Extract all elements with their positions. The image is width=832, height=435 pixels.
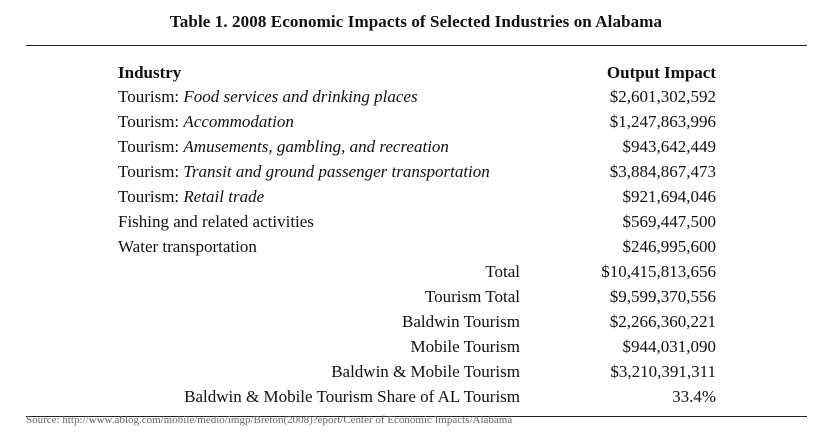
summary-row-baldwin-mobile-tourism: [118, 360, 716, 384]
table-title: Table 1. 2008 Economic Impacts of Selected Industries on Alabama: [169, 12, 663, 31]
industry-detail: Retail trade: [183, 187, 265, 206]
summary-row-baldwin-tourism: [118, 310, 716, 334]
table-row: [118, 135, 716, 159]
summary-value: $3,210,391,311: [610, 362, 716, 381]
output-impact-value: $943,642,449: [622, 137, 716, 156]
industry-detail: Accommodation: [183, 112, 294, 131]
output-impact-value: $1,247,863,996: [609, 112, 716, 131]
industry-name: Fishing and related activities: [118, 212, 314, 231]
industry-detail: Amusements, gambling, and recreation: [183, 137, 449, 156]
output-impact-value: $921,694,046: [622, 187, 716, 206]
table-row: [118, 210, 716, 234]
industry-name: Tourism: Retail trade: [118, 187, 265, 206]
summary-value: 33.4%: [672, 387, 716, 406]
table-header-row: [118, 61, 716, 85]
summary-row-total: [118, 260, 716, 284]
top-rule: [26, 45, 807, 46]
industry-name: Tourism: Amusements, gambling, and recreation: [118, 137, 449, 156]
summary-label: Baldwin & Mobile Tourism: [331, 362, 520, 381]
table-row: [118, 235, 716, 259]
summary-row-mobile-tourism: [118, 335, 716, 359]
summary-label: Baldwin & Mobile Tourism Share of AL Tourism: [184, 387, 520, 406]
industry-name: Tourism: Transit and ground passenger transportation: [118, 162, 490, 181]
output-impact-value: $569,447,500: [622, 212, 716, 231]
table-row: [118, 185, 716, 209]
industry-name: Tourism: Accommodation: [118, 112, 294, 131]
summary-value: $9,599,370,556: [609, 287, 716, 306]
industry-name: Water transportation: [118, 237, 257, 256]
output-impact-value: $3,884,867,473: [609, 162, 716, 181]
table-row: [118, 85, 716, 109]
summary-value: $10,415,813,656: [601, 262, 716, 281]
industry-detail: Food services and drinking places: [183, 87, 418, 106]
summary-value: $944,031,090: [622, 337, 716, 356]
industry-detail: Transit and ground passenger transportation: [183, 162, 490, 181]
source-note-text: Source: http://www.ablog.com/mobile/medio/imgp/Breton(2008)?eport/Center of Economic Impacts/Alabama: [26, 414, 513, 426]
summary-row-tourism-total: [118, 285, 716, 309]
table-row: [118, 160, 716, 184]
summary-label: Mobile Tourism: [410, 337, 520, 356]
summary-row-share: [118, 385, 716, 409]
industry-name: Tourism: Food services and drinking places: [118, 87, 418, 106]
summary-label: Baldwin Tourism: [402, 312, 520, 331]
summary-label: Tourism Total: [424, 287, 520, 306]
industry-header: Industry: [118, 63, 182, 82]
table-row: [118, 110, 716, 134]
summary-value: $2,266,360,221: [609, 312, 716, 331]
output-impact-header: Output Impact: [606, 63, 716, 82]
summary-label: Total: [485, 262, 520, 281]
source-note: [26, 414, 807, 426]
output-impact-value: $2,601,302,592: [609, 87, 716, 106]
output-impact-value: $246,995,600: [622, 237, 716, 256]
